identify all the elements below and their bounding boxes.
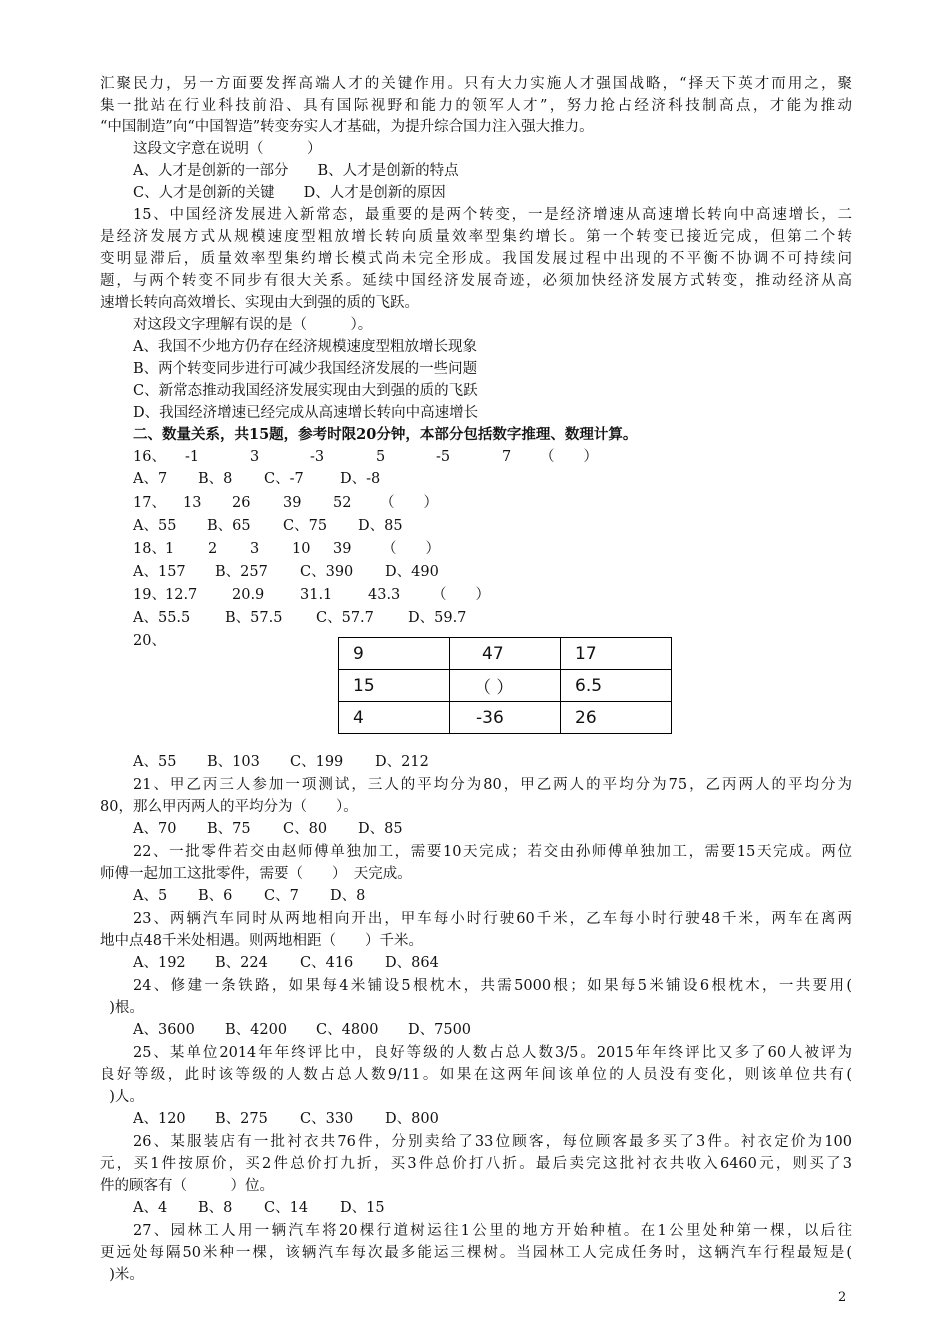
q21-line-1: 21、甲乙丙三人参加一项测试，三人的平均分为80，甲乙两人的平均分为75，乙丙两人的平均分为 xyxy=(133,777,852,793)
q20-label: 20、 xyxy=(133,633,166,649)
q17-term: 39 xyxy=(283,495,302,511)
q18-option: B、257 xyxy=(215,564,268,580)
q15-option-d: D、我国经济增速已经完成从高速增长转向中高速增长 xyxy=(133,405,479,421)
q22-option: B、6 xyxy=(198,888,233,904)
q16-term: 7 xyxy=(502,449,512,465)
q20-number-grid xyxy=(338,637,672,734)
q16-option: A、7 xyxy=(133,471,168,487)
q19-term: 20.9 xyxy=(232,587,265,603)
q22-line-1: 22、一批零件若交由赵师傅单独加工，需要10天完成；若交由孙师傅单独加工，需要15天完成。两位 xyxy=(133,844,852,860)
page-number: 2 xyxy=(838,1290,847,1305)
q27-line-2: 更远处每隔50米种一棵，该辆汽车每次最多能运三棵树。当园林工人完成任务时，这辆汽车行程最短是( xyxy=(100,1245,852,1261)
q25-option: B、275 xyxy=(215,1111,268,1127)
grid-row xyxy=(339,702,672,734)
q25-option: A、120 xyxy=(133,1111,186,1127)
q18-term: 10 xyxy=(292,541,311,557)
q17-label: 17、 xyxy=(133,495,166,511)
q17-option: A、55 xyxy=(133,518,177,534)
q26-line-2: 元，买1件按原价，买2件总价打九折，买3件总价打八折。最后卖完这批衬衣共收入6460元，则买了3 xyxy=(100,1156,852,1172)
q21-option: D、85 xyxy=(358,821,403,837)
section2-heading: 二、数量关系，共15题，参考时限20分钟，本部分包括数字推理、数理计算。 xyxy=(133,426,638,443)
q18-option: A、157 xyxy=(133,564,186,580)
grid-cell: 15 xyxy=(339,670,450,702)
q25-option: D、800 xyxy=(385,1111,439,1127)
q19-option: C、57.7 xyxy=(316,610,374,626)
q16-blank: （ ） xyxy=(540,449,598,465)
q26-option: B、8 xyxy=(198,1200,233,1216)
q15-line-4: 题，与两个转变不同步有很大关系。延续中国经济发展奇迹，必须加快经济发展方式转变，推动经济从高 xyxy=(100,273,852,289)
q18-term: 1 xyxy=(165,541,175,557)
q15-stem: 对这段文字理解有误的是（ ）。 xyxy=(133,317,373,333)
q17-term: 13 xyxy=(183,495,202,511)
q18-term: 39 xyxy=(333,541,352,557)
q26-line-1: 26、某服装店有一批衬衣共76件，分别卖给了33位顾客，每位顾客最多买了3件。衬衣定价为100 xyxy=(133,1134,853,1150)
q16-term: -1 xyxy=(185,449,200,465)
grid-cell: 26 xyxy=(561,702,672,734)
q15-line-2: 是经济发展方式从规模速度型粗放增长转向质量效率型集约增长。第一个转变已接近完成，但第二个转 xyxy=(100,229,852,245)
grid-cell-blank: （ ） xyxy=(450,670,561,702)
q23-option: C、416 xyxy=(300,955,354,971)
q23-option: D、864 xyxy=(385,955,439,971)
q15-option-c: C、新常态推动我国经济发展实现由大到强的质的飞跃 xyxy=(133,383,478,399)
q23-line-1: 23、两辆汽车同时从两地相向开出，甲车每小时行驶60千米，乙车每小时行驶48千米，两车在离两 xyxy=(133,911,852,927)
q25-line-3: )人。 xyxy=(100,1089,144,1105)
q25-line-1: 25、某单位2014年年终评比中，良好等级的人数占总人数3/5。2015年年终评比又多了60人被评为 xyxy=(133,1045,852,1061)
q26-line-3: 件的顾客有（ ）位。 xyxy=(100,1178,274,1194)
q23-option: A、192 xyxy=(133,955,186,971)
grid-cell: -36 xyxy=(450,702,561,734)
q24-option: D、7500 xyxy=(408,1022,472,1038)
q25-option: C、330 xyxy=(300,1111,354,1127)
q18-term: 3 xyxy=(250,541,260,557)
q15-option-a: A、我国不少地方仍存在经济规模速度型粗放增长现象 xyxy=(133,339,477,355)
q24-line-2: )根。 xyxy=(100,1000,144,1016)
q16-label: 16、 xyxy=(133,449,166,465)
q19-option: D、59.7 xyxy=(408,610,467,626)
q27-line-3: )米。 xyxy=(100,1267,144,1283)
q26-option: C、14 xyxy=(264,1200,309,1216)
q24-option: C、4800 xyxy=(316,1022,379,1038)
intro-line-3: “中国制造”向“中国智造”转变夯实人才基础，为提升综合国力注入强大推力。 xyxy=(100,119,594,135)
grid-cell: 47 xyxy=(450,638,561,670)
q19-label: 19、 xyxy=(133,587,166,603)
q23-option: B、224 xyxy=(215,955,268,971)
q27-line-1: 27、园林工人用一辆汽车将20棵行道树运往1公里的地方开始种植。在1公里处种第一棵，以后往 xyxy=(133,1223,852,1239)
q17-term: 26 xyxy=(232,495,251,511)
grid-cell: 4 xyxy=(339,702,450,734)
q16-option: B、8 xyxy=(198,471,233,487)
q19-term: 43.3 xyxy=(368,587,401,603)
q21-option: C、80 xyxy=(283,821,328,837)
q19-option: B、57.5 xyxy=(225,610,283,626)
q19-option: A、55.5 xyxy=(133,610,191,626)
q18-option: C、390 xyxy=(300,564,354,580)
q17-term: 52 xyxy=(333,495,352,511)
q15-line-3: 变明显滞后，质量效率型集约增长模式尚未完全形成。我国发展过程中出现的不平衡不协调不可持续问 xyxy=(100,251,852,267)
q16-option: C、-7 xyxy=(264,471,304,487)
q22-line-2: 师傅一起加工这批零件，需要（ ） 天完成。 xyxy=(100,866,412,882)
q20-option: C、199 xyxy=(290,754,344,770)
q14-options-cd: C、人才是创新的关键 D、人才是创新的原因 xyxy=(133,185,446,201)
grid-row xyxy=(339,670,672,702)
q22-option: C、7 xyxy=(264,888,299,904)
q24-option: B、4200 xyxy=(225,1022,288,1038)
grid-cell: 6.5 xyxy=(561,670,672,702)
q18-blank: （ ） xyxy=(382,541,440,557)
q17-blank: （ ） xyxy=(380,495,438,511)
q25-line-2: 良好等级，此时该等级的人数占总人数9/11。如果在这两年间该单位的人员没有变化，则该单位共有( xyxy=(100,1067,852,1083)
q22-option: A、5 xyxy=(133,888,168,904)
q18-term: 2 xyxy=(208,541,218,557)
q21-option: B、75 xyxy=(207,821,251,837)
grid-row xyxy=(339,638,672,670)
q16-option: D、-8 xyxy=(340,471,381,487)
q17-option: D、85 xyxy=(358,518,403,534)
q20-option: B、103 xyxy=(207,754,260,770)
q26-option: A、4 xyxy=(133,1200,168,1216)
q16-term: 5 xyxy=(376,449,386,465)
q17-option: C、75 xyxy=(283,518,328,534)
intro-line-1: 汇聚民力，另一方面要发挥高端人才的关键作用。只有大力实施人才强国战略，“择天下英才而用之，聚 xyxy=(100,76,852,92)
q19-blank: （ ） xyxy=(432,587,490,603)
q19-term: 31.1 xyxy=(300,587,333,603)
q16-term: -5 xyxy=(436,449,451,465)
q17-option: B、65 xyxy=(207,518,251,534)
intro-line-2: 集一批站在行业科技前沿、具有国际视野和能力的领军人才”，努力抢占经济科技制高点，才能为推动 xyxy=(100,98,852,114)
q15-option-b: B、两个转变同步进行可减少我国经济发展的一些问题 xyxy=(133,361,478,377)
q15-line-5: 速增长转向高效增长、实现由大到强的质的飞跃。 xyxy=(100,295,419,311)
q16-term: -3 xyxy=(310,449,325,465)
q18-label: 18、 xyxy=(133,541,166,557)
q20-option: D、212 xyxy=(375,754,429,770)
q19-term: 12.7 xyxy=(165,587,198,603)
grid-cell: 9 xyxy=(339,638,450,670)
q15-line-1: 15、中国经济发展进入新常态，最重要的是两个转变，一是经济增速从高速增长转向中高速增长，二 xyxy=(133,207,852,223)
q18-option: D、490 xyxy=(385,564,439,580)
q21-line-2: 80，那么甲丙两人的平均分为（ ）。 xyxy=(100,799,358,815)
q21-option: A、70 xyxy=(133,821,177,837)
q20-option: A、55 xyxy=(133,754,177,770)
q26-option: D、15 xyxy=(340,1200,385,1216)
q16-term: 3 xyxy=(250,449,260,465)
grid-cell: 17 xyxy=(561,638,672,670)
q14-stem: 这段文字意在说明（ ） xyxy=(133,141,322,157)
q24-option: A、3600 xyxy=(133,1022,195,1038)
q23-line-2: 地中点48千米处相遇。则两地相距（ ）千米。 xyxy=(100,933,423,949)
q22-option: D、8 xyxy=(330,888,366,904)
q14-options-ab: A、人才是创新的一部分 B、人才是创新的特点 xyxy=(133,163,459,179)
q24-line-1: 24、修建一条铁路，如果每4米铺设5根枕木，共需5000根；如果每5米铺设6根枕木，一共要用( xyxy=(133,978,852,994)
